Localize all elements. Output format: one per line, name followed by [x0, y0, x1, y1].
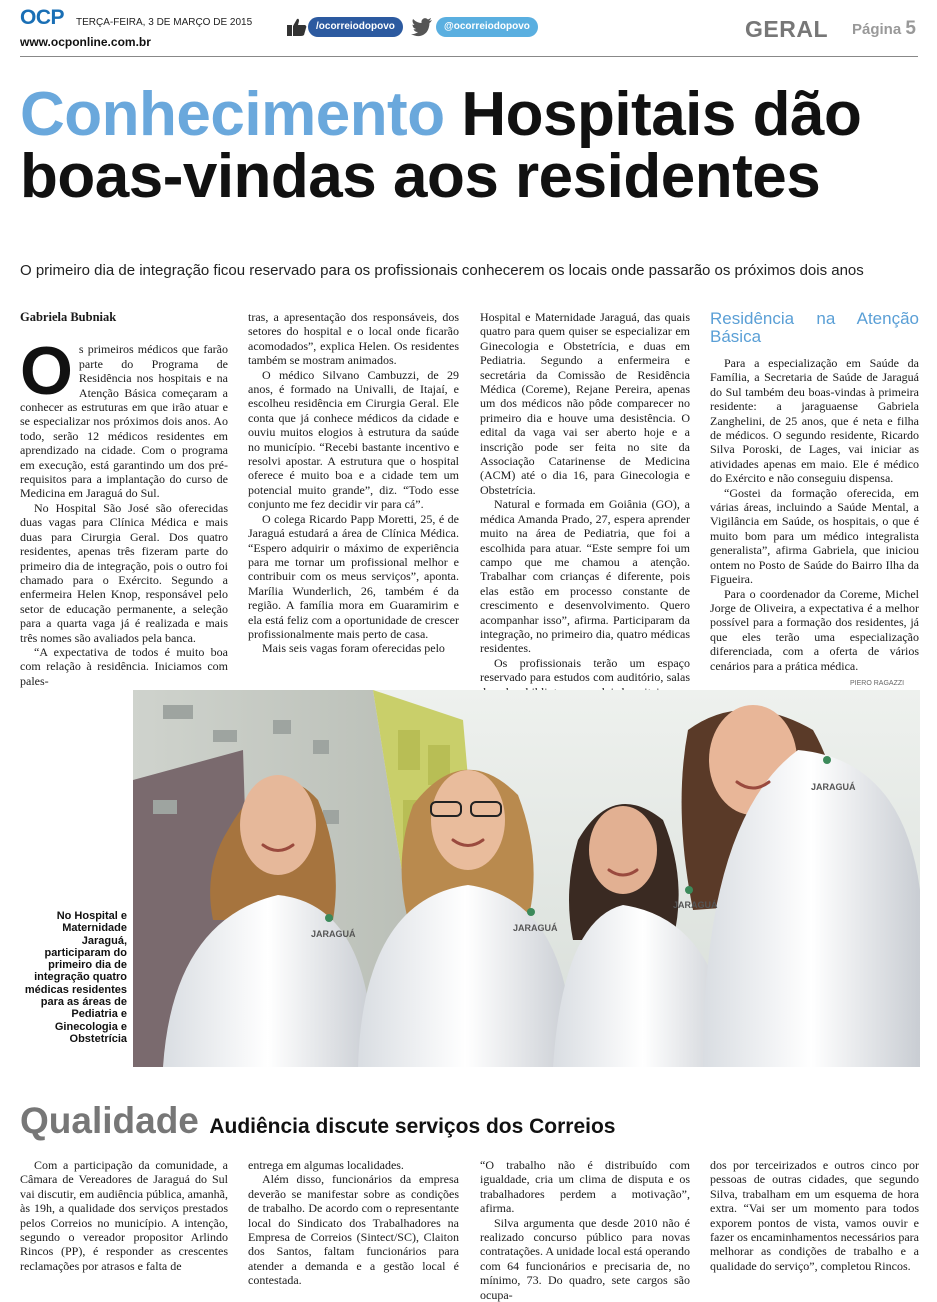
- paragraph: “A expectativa de todos é muito boa com relação à residência. Iniciamos com pales-: [20, 644, 228, 688]
- article-photo: [133, 690, 920, 1067]
- page-number: [852, 18, 916, 40]
- page-label: Página: [852, 21, 902, 38]
- residents-photo: [133, 690, 920, 1067]
- paragraph: No Hospital São José são oferecidas duas vagas para Clínica Médica e mais duas para Cirurgia Geral. Dos quatro residentes, apenas três fizeram parte do primeiro dia de integração, pois o outro foi chamado para o Exército. Segundo a enfermeira Helen Knop, responsável pelo setor de educação permanente, a seleção para a quarta vaga já é realizada e mais três nomes são avaliados pela banca.: [20, 500, 228, 645]
- facebook-handle[interactable]: /ocorreiodopovo: [308, 17, 403, 37]
- sidebar-title: Residência na Atenção Básica: [710, 309, 919, 346]
- coat-logo-text: JARAGUÁ: [811, 782, 856, 792]
- sidebar-column: [710, 310, 919, 673]
- photo-credit: PIERO RAGAZZI: [850, 680, 905, 687]
- paragraph: entrega em algumas localidades.: [248, 1158, 404, 1172]
- coat-logo-text: JARAGUÁ: [673, 900, 718, 910]
- paragraph: Hospital e Maternidade Jaraguá, das quais quatro para quem quiser se especializar em Ginecologia e Obstetrícia, e duas em Pediatria. Segundo a enfermeira e secretária da Comissão de Residência Médica (Coreme), Rejane Pereira, apenas um dos médicos não pôde comparecer no primeiro dia e houve uma desistência. O edital da vaga vai ser aberto hoje e a inscrição pode ser feita no site da Associação Catarinense de Medicina (ACM) até o dia 16, para Ginecologia e Obstetrícia.: [480, 310, 690, 497]
- paragraph: Mais seis vagas foram oferecidas pelo: [262, 641, 445, 656]
- paragraph: “Gostei da formação oferecida, em várias áreas, incluindo a Saúde Mental, a Vigilância em Saúde, os hospitais, o que é muito bom para um médico integralista generalista”, afirma Gabriela, que iniciou ontem no Posto de Saúde do Bairro Ilha da Figueira.: [710, 485, 919, 587]
- second-article-column-1: [20, 1158, 228, 1273]
- paragraph: dos por terceirizados e outros cinco por pessoas de outras cidades, que segundo Silva, trabalham em um esquema de hora extra. “Vai ser um momento para todos exporem pontos de vista, vamos ouvir e fazer os encaminhamentos necessários para melhorar as condições de trabalho e a qualidade do serviço”, completou Rincos.: [710, 1158, 919, 1273]
- paragraph: tras, a apresentação dos responsáveis, dos setores do hospital e o local onde ficarão acomodados”, explica Helen. Os residentes também se mostram animados.: [248, 310, 459, 368]
- drop-cap: O: [20, 333, 73, 410]
- second-article-headline: [20, 1100, 615, 1142]
- coat-logo-text: JARAGUÁ: [311, 929, 356, 939]
- paragraph: “O trabalho não é distribuído com igualdade, cria um clima de disputa e os trabalhadores perdem a motivação”, afirma.: [480, 1158, 690, 1216]
- thumbs-up-icon: [286, 17, 308, 37]
- paragraph: Natural e formada em Goiânia (GO), a médica Amanda Prado, 27, espera aprender muito na área de Pediatria, que foi a escolhida para atuar. “Este sempre foi um campo que me chamou a atenção. Trabalhar com crianças é diferente, pois elas estão em processo constante de crescimento e desenvolvimento. Quero acompanhar isso”, afirma. Participaram da integração, no primeiro dia, quatro médicas residentes.: [480, 497, 690, 656]
- second-headline-kicker: Qualidade: [20, 1100, 199, 1141]
- paragraph: Para a especialização em Saúde da Família, a Secretaria de Saúde de Jaraguá do Sul também deu boas-vindas à primeira residente: a jaraguaense Gabriela Zanghelini, de 25 anos, que é neta e filha de médicos. O segundo residente, Ricardo Silva Poroski, de Lages, vai iniciar as atividades apenas em maio. Ele é médico do Exército e não conseguiu dispensa.: [710, 356, 919, 486]
- second-article-column-3: [480, 1158, 690, 1302]
- paragraph: Os primeiros médicos que farão parte do Programa de Residência nos hospitais e na Atenção Básica começaram a conhecer as estruturas em que irão atuar e se especializar nos próximos dois anos. Ao todo, serão 12 médicos residentes em aprendizado na cidade. Com o programa em execução, está garantindo um dos pré-requisitos para a implantação do curso de Medicina em Jaraguá do Sul.: [20, 333, 228, 501]
- paragraph: Com a participação da comunidade, a Câmara de Vereadores de Jaraguá do Sul vai discutir, em audiência pública, amanhã, às 19h, a qualidade dos serviços prestados pelos Correios no município. A intenção, segundo o vereador propositor Arlindo Rincos (PP), é responder as crescentes reclamações por atrasos e falta de: [20, 1158, 228, 1273]
- paragraph: O colega Ricardo Papp Moretti, 25, é de Jaraguá estudará a área de Clínica Médica. “Espero adquirir o máximo de experiência para me tornar um profissional melhor e contribuir com os meus serviços”, aponta. Marília Wunderlich, 26, também é da região. A família mora em Guaramirim e ela está feliz com a oportunidade de crescer profissionalmente mais perto de casa.: [248, 511, 459, 641]
- paragraph: Silva argumenta que desde 2010 não é realizado concurso público para novas contratações. A unidade local está operando com 64 funcionários e precisaria de, no mínimo, 73. Do quadro, sete cargos são ocupa-: [480, 1215, 690, 1302]
- section-label: GERAL: [745, 16, 828, 42]
- paragraph: Para o coordenador da Coreme, Michel Jorge de Oliveira, a expectativa é a melhor possível para a formação dos residentes, já que eles terão uma especialização diferenciada, com a oferta de vários cenários para a prática médica.: [710, 586, 919, 673]
- twitter-bird-icon: [411, 17, 433, 37]
- coat-logo-text: JARAGUÁ: [513, 923, 558, 933]
- page-number-value: 5: [905, 18, 916, 39]
- paragraph: Os profissionais terão um espaço reservado para estudos com auditório, salas: [480, 655, 690, 685]
- second-headline-title: Audiência discute serviços dos Correios: [209, 1115, 616, 1138]
- paragraph: O médico Silvano Cambuzzi, de 29 anos, é formado na Univalli, de Itajaí, e escolheu residência em Cirurgia Geral. Ele conta que já conhece médicos da cidade e ouviu muitos elogios à estrutura da saúde no município. “Recebi bastante incentivo e resolvi apostar. A estrutura que o hospital oferece é muito boa e a cidade tem um potencial muito grande”, diz. “Todo esse conjunto me fez decidir vir para cá”.: [248, 367, 459, 512]
- headline-title: Hospitais dão boas-vindas aos residentes: [20, 80, 862, 211]
- paragraph: Além disso, funcionários da empresa deverão se manifestar sobre as condições de trabalho. De acordo com o representante local do Sindicato dos Trabalhadores na Empresa de Correios (Sintect/SC), Claiton dos Santos, faltam funcionários para atender a demanda e a gestão local é contestada.: [248, 1172, 459, 1288]
- photo-caption: No Hospital e Maternidade Jaraguá, participaram do primeiro dia de integração quatro médicas residentes para as áreas de Pediatria e Ginecologia e Obstetrícia: [24, 910, 127, 1045]
- twitter-handle[interactable]: @ocorreiodopovo: [436, 17, 538, 37]
- article-deck: O primeiro dia de integração ficou reservado para os profissionais conhecerem os locais onde passarão os próximos dois anos: [20, 262, 864, 279]
- website-link[interactable]: www.ocponline.com.br: [20, 35, 151, 49]
- article-headline: [20, 80, 920, 211]
- newspaper-logo: OCP: [20, 6, 65, 29]
- article-column-2: [248, 310, 459, 656]
- second-article-column-2: [248, 1158, 459, 1288]
- second-article-column-4: [710, 1158, 919, 1273]
- edition-date: TERÇA-FEIRA, 3 DE MARÇO DE 2015: [76, 17, 253, 28]
- article-column-1: [20, 310, 228, 688]
- article-byline: Gabriela Bubniak: [20, 310, 117, 324]
- headline-kicker: Conhecimento: [20, 80, 445, 149]
- masthead-divider: [20, 56, 918, 57]
- article-column-3: [480, 310, 690, 699]
